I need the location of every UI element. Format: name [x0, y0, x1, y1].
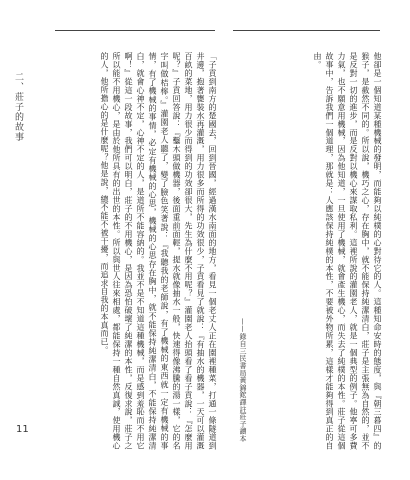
section-title: 二、莊子的故事: [13, 72, 23, 142]
top-rule-left: [55, 30, 215, 31]
text-column-left: 「子貢到南方的楚國去，回到晉國，經過漢水南面的地方，看見一個老丈人正在園裡種菜，打通一條隧道到井邊，抱著甕裝水再灌溉，用力很多而所得的功效很少，子貢看見了就說：『有抽水的機器，一天可以灌溉百畝的菜地，用力很少而得到的功效卻很大，先生為什麼不用呢？』灌園老人抬頭看了看子貢說：『怎麼用呢？』子貢回答說：『鑿木頭做機器，後面重前面輕，提水就像抽水一般，快速得像沸騰的湯一樣，它的名字叫做桔槔。』灌園老人聽了，變了臉色笑著說：『我聽我的老師說，有了機械的東西就一定有機械的事情，有了機械的事情，必定有機械的心思，機械的心思存在胸中，就不能保持純潔清白，不能保持純潔清白，就會心神不定，心神不定的人，是道所不能容納的。我並不是不知道這種機械，而是感到羞恥而不用它啊！』從這一段故事，我們可以明白，莊子的不用機心，是因為恐怕破壞了純潔的本性，反復求說，莊子之所以能不用機心，是由於他所具有的出世的本性。所以與世人往來相處，都能保持一種自然真誠，使用機心的人，他所擔心的是什麼呢？他是說，總不能不被干擾，而追求自我的本真而已。: [100, 52, 217, 450]
page-number: 11: [16, 424, 29, 435]
top-rule-right: [233, 30, 380, 31]
source-note: ——錄自三民書局黃錦鋐譯註莊子讀本: [239, 318, 247, 443]
page-gutter: [12, 52, 34, 452]
page-header: [0, 8, 410, 12]
text-column-right: 他卻是一個知道某種機械的發明，而能夠以純樸的心對待它的人。這種知命安時的態度，與『朝三暮四』的猴子，是截然不同的。所以說，機巧之心，存在胸中，就不能保持純潔清白，莊子是主張無為自然的，並不是反對一切的進步，而是反對以機心來謀取私利。這裡所說的灌園老人，就是一個典型的例子。他寧可多費力氣，也不願意用機械，因為他知道，一旦使用了機械，就會產生機心，而失去了純樸的本性。莊子從這個故事中，告訴我們一個道理，那就是：人應該保持純樸的本性，不要被外物所累，這樣才能夠得到真正的自由。: [313, 52, 382, 450]
